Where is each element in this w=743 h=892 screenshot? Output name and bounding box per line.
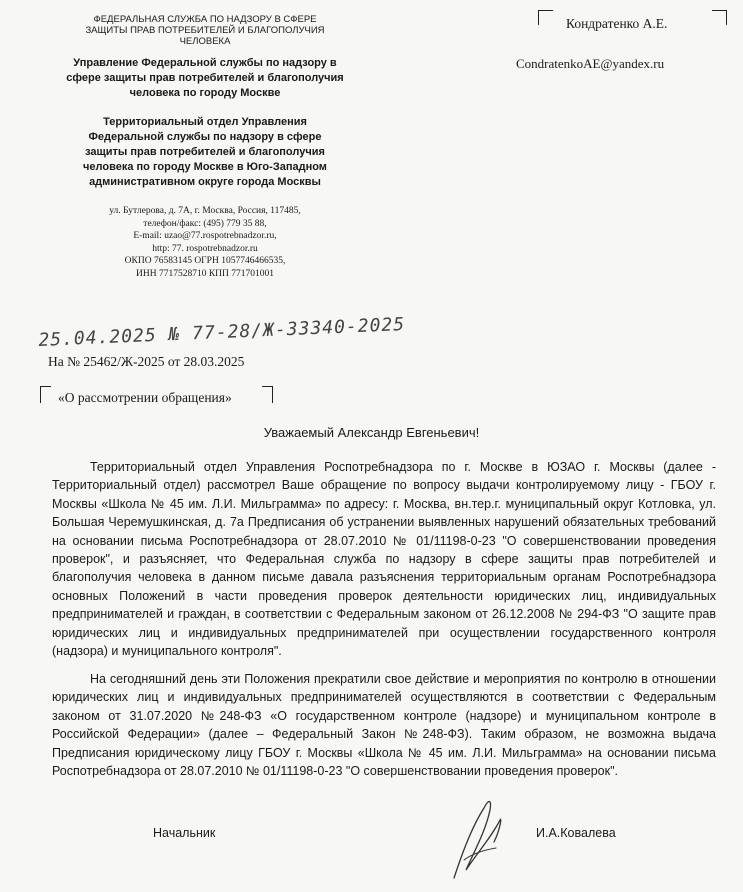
handwritten-outgoing-number: 25.04.2025 № 77-28/Ж-33340-2025: [38, 313, 406, 351]
terr-line: защиты прав потребителей и благополучия: [85, 146, 325, 158]
dept-line: сфере защиты прав потребителей и благополучия: [66, 72, 344, 84]
greeting: Уважаемый Александр Евгеньевич!: [263, 425, 480, 440]
paragraph-text: На сегодняшний день эти Положения прекратили свое действие и мероприятия по контролю в отношении юридических лиц и индивидуальных предпринимателей осуществляются в соответствии с Федеральным законом от 31.07.2020 №248-ФЗ «О государственном контроле (надзоре) и муниципальном контроле в Российской Федерации» (далее – Федеральный Закон №248-ФЗ). Таким образом, не возможна выдача Предписания юридическому лицу ГБОУ г. Москвы «Школа № 45 им. Л.И. Мильграмма» на основании письма Роспотребнадзора от 28.07.2010 № 01/11198-0-23 "О совершенствовании проведения проверок".: [52, 672, 716, 779]
terr-line: человека по городу Москве в Юго-Западном: [83, 161, 327, 173]
recipient-corner-left: [538, 10, 553, 25]
org-line: ФЕДЕРАЛЬНАЯ СЛУЖБА ПО НАДЗОРУ В СФЕРЕ: [93, 14, 317, 25]
email-line: E-mail: uzao@77.rospotrebnadzor.ru,: [133, 231, 277, 242]
territorial-department-name: [40, 115, 370, 190]
recipient-corner-right: [712, 10, 727, 25]
body-paragraph-1: [52, 458, 716, 660]
org-line: ЗАЩИТЫ ПРАВ ПОТРЕБИТЕЛЕЙ И БЛАГОПОЛУЧИЯ: [85, 25, 325, 36]
org-line: ЧЕЛОВЕКА: [179, 36, 231, 47]
org-name: [40, 14, 370, 47]
recipient-name: Кондратенко А.Е.: [566, 16, 668, 31]
contact-details: [70, 205, 340, 281]
recipient-email: CondratenkoAE@yandex.ru: [516, 56, 665, 71]
terr-line: административном округе города Москвы: [89, 176, 321, 188]
address-line: ул. Бутлерова, д. 7А, г. Москва, Россия, 117485,: [109, 206, 301, 216]
department-name: [40, 56, 370, 101]
terr-line: Федеральной службы по надзору в сфере: [88, 131, 322, 143]
terr-line: Территориальный отдел Управления: [103, 116, 307, 128]
phone-line: телефон/факс: (495) 779 35 88,: [143, 218, 267, 229]
okpo-line: ОКПО 76583145 ОГРН 1057746466535,: [124, 256, 286, 267]
subject-corner-right: [262, 386, 273, 403]
dept-line: человека по городу Москве: [129, 87, 281, 99]
paragraph-text: Территориальный отдел Управления Роспотребнадзора по г. Москве в ЮЗАО г. Москвы (далее - Территориальный отдел) рассмотрел Ваше обращение по вопросу выдачи контролируемому лицу - ГБОУ г. Москвы «Школа № 45 им. Л.И. Мильграмма» по адресу: г. Москва, вн.тер.г. муниципальный округ Котловка, ул. Большая Черемушкинская, д. 7а Предписания об устранении выявленных нарушений обязательных требований на основании письма Роспотребнадзора от 28.07.2010 № 01/11198-0-23 "О совершенствовании проведения проверок", и разъясняет, что Федеральная служба по надзору в сфере защиты прав потребителей и благополучия человека в данном письме давала разъяснения территориальным органам Роспотребнадзора основных Положений в части проведения проверок деятельности юридических лиц, индивидуальных предпринимателей и граждан, в соответствии с Федеральным законом от 26.12.2008 № 294-ФЗ "О защите прав юридических лиц и индивидуальных предпринимателей при осуществлении государственного контроля (надзора) и муниципального контроля".: [52, 460, 716, 659]
inn-line: ИНН 7717528710 КПП 771701001: [135, 268, 274, 279]
body-paragraph-2: [52, 670, 716, 780]
incoming-reference: На № 25462/Ж-2025 от 28.03.2025: [48, 354, 245, 369]
signatory-name: И.А.Ковалева: [536, 826, 616, 840]
dept-line: Управление Федеральной службы по надзору в: [73, 57, 337, 69]
handwritten-signature: [440, 790, 520, 885]
subject-corner-left: [40, 386, 51, 403]
letter-subject: «О рассмотрении обращения»: [58, 390, 232, 405]
signatory-title: Начальник: [153, 826, 216, 840]
website-line: http: 77. rospotrebnadzor.ru: [152, 243, 258, 254]
